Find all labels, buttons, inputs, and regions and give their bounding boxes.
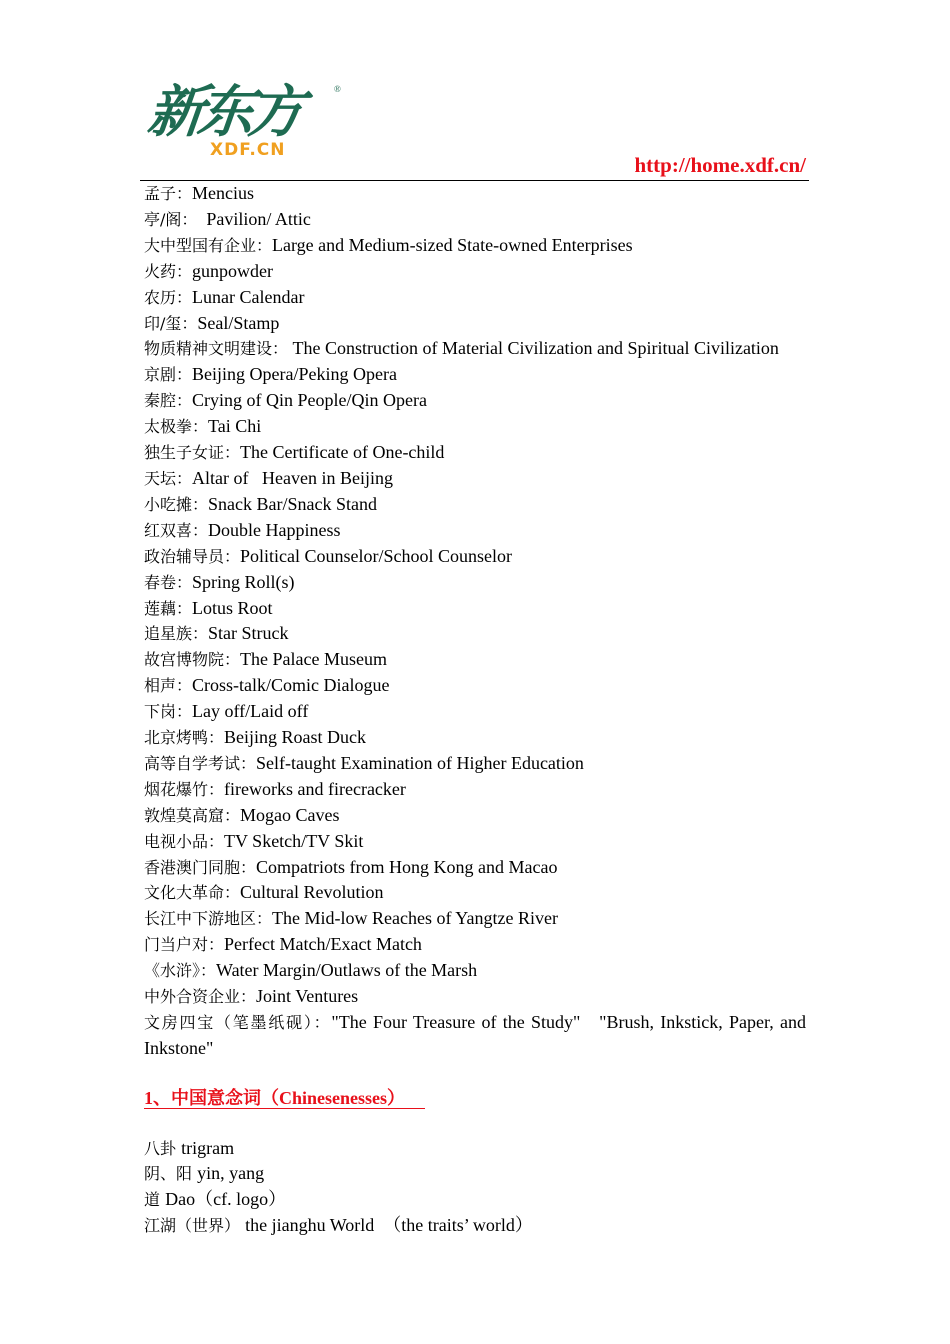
chinese-term: 香港澳门同胞：: [144, 857, 257, 877]
english-translation: Seal/Stamp: [197, 312, 280, 333]
english-translation: Snack Bar/Snack Stand: [208, 493, 377, 514]
chinese-term: 《水浒》：: [144, 961, 217, 981]
vocabulary-list: [144, 181, 811, 1061]
english-translation: Tai Chi: [208, 416, 262, 437]
vocabulary-entry: [144, 621, 806, 647]
logo-text: 新东方: [144, 80, 302, 145]
chinese-term: 大中型国有企业：: [144, 235, 273, 255]
chinese-term: 物质精神文明建设：: [144, 339, 289, 359]
chinese-term: 莲藕：: [144, 598, 193, 618]
chinese-term: 京剧：: [144, 365, 193, 385]
xdf-logo: [144, 80, 348, 162]
chinese-term: 门当户对：: [144, 935, 225, 955]
vocabulary-entry: [144, 777, 806, 803]
english-translation: the jianghu World （the traits’ world）: [245, 1215, 533, 1236]
english-translation: The Certificate of One-child: [240, 442, 445, 463]
vocabulary-entry: [144, 492, 806, 518]
header-url-link[interactable]: http://home.xdf.cn/: [634, 153, 806, 177]
english-translation: Cultural Revolution: [240, 882, 384, 903]
vocabulary-entry: [144, 207, 806, 233]
chinese-term: 电视小品：: [144, 831, 225, 851]
chinese-term: 江湖（世界）: [144, 1216, 246, 1236]
english-translation: The Palace Museum: [240, 649, 387, 670]
document-body: [144, 181, 811, 1239]
english-translation: Cross-talk/Comic Dialogue: [192, 675, 390, 696]
chinese-term: 农历：: [144, 287, 193, 307]
english-translation: Double Happiness: [208, 519, 341, 540]
vocabulary-entry: [144, 181, 806, 207]
vocabulary-entry: [144, 958, 806, 984]
vocabulary-entry: [144, 518, 806, 544]
chinese-term: 红双喜：: [144, 520, 209, 540]
english-translation: Pavilion/ Attic: [197, 208, 311, 229]
chinese-term: 敦煌莫高窟：: [144, 805, 241, 825]
chinese-term: 秦腔：: [144, 391, 193, 411]
vocabulary-entry: [144, 414, 806, 440]
chinese-term: 中外合资企业：: [144, 987, 257, 1007]
vocabulary-entry: [144, 829, 806, 855]
chinese-term: 追星族：: [144, 624, 209, 644]
english-translation: Beijing Roast Duck: [224, 727, 367, 748]
section-vocabulary-list: [144, 1136, 806, 1240]
vocabulary-entry: [144, 285, 806, 311]
english-translation: The Construction of Material Civilization and Spiritual Civilization: [288, 338, 779, 359]
chinese-term: 春卷：: [144, 572, 193, 592]
chinese-term: 天坛：: [144, 468, 193, 488]
vocabulary-entry: [144, 466, 806, 492]
vocabulary-entry: [144, 1010, 811, 1061]
chinese-term: 亭/阁：: [144, 209, 198, 229]
english-translation: TV Sketch/TV Skit: [224, 830, 364, 851]
chinese-term: 高等自学考试：: [144, 753, 257, 773]
chinese-term: 相声：: [144, 676, 193, 696]
vocabulary-entry: [144, 1187, 806, 1213]
english-translation: Mencius: [192, 183, 255, 203]
vocabulary-entry: [144, 647, 806, 673]
vocabulary-entry: [144, 233, 806, 259]
english-translation: Perfect Match/Exact Match: [224, 934, 422, 955]
chinese-term: 阴、阳: [144, 1164, 198, 1184]
vocabulary-entry: [144, 311, 806, 337]
english-translation: Water Margin/Outlaws of the Marsh: [216, 960, 478, 981]
vocabulary-entry: [144, 906, 806, 932]
english-translation: yin, yang: [197, 1163, 265, 1184]
english-translation: Spring Roll(s): [192, 571, 295, 592]
vocabulary-entry: [144, 855, 806, 881]
english-translation: Large and Medium-sized State-owned Enterprises: [272, 234, 633, 255]
vocabulary-entry: [144, 544, 806, 570]
english-translation: Joint Ventures: [256, 986, 359, 1007]
chinese-term: 下岗：: [144, 702, 193, 722]
vocabulary-entry: [144, 673, 806, 699]
english-translation: Lunar Calendar: [192, 286, 305, 307]
vocabulary-entry: [144, 440, 806, 466]
english-translation: Political Counselor/School Counselor: [240, 545, 513, 566]
chinese-term: 独生子女证：: [144, 443, 241, 463]
chinese-term: 孟子：: [144, 184, 193, 203]
vocabulary-entry: [144, 1161, 806, 1187]
chinese-term: 八卦: [144, 1138, 182, 1158]
chinese-term: 政治辅导员：: [144, 546, 241, 566]
chinese-term: 文化大革命：: [144, 883, 241, 903]
vocabulary-entry: [144, 699, 806, 725]
vocabulary-entry: [144, 984, 806, 1010]
chinese-term: 北京烤鸭：: [144, 728, 225, 748]
english-translation: Compatriots from Hong Kong and Macao: [256, 856, 558, 877]
english-translation: Beijing Opera/Peking Opera: [192, 364, 397, 385]
english-translation: trigram: [181, 1137, 235, 1158]
chinese-term: 长江中下游地区：: [144, 909, 273, 929]
english-translation: Dao（cf. logo）: [165, 1189, 287, 1210]
english-translation: Lotus Root: [192, 597, 273, 618]
chinese-term: 烟花爆竹：: [144, 779, 225, 799]
chinese-term: 道: [144, 1190, 166, 1210]
english-translation: The Mid-low Reaches of Yangtze River: [272, 908, 558, 929]
english-translation: gunpowder: [192, 260, 273, 281]
english-translation: fireworks and firecracker: [224, 778, 406, 799]
english-translation: Altar of Heaven in Beijing: [192, 467, 393, 488]
chinese-term: 小吃摊：: [144, 494, 209, 514]
english-translation: Crying of Qin People/Qin Opera: [192, 390, 427, 411]
english-translation: Star Struck: [208, 623, 289, 644]
chinese-term: 文房四宝（笔墨纸砚）：: [144, 1013, 332, 1032]
section-heading: [144, 1086, 806, 1111]
vocabulary-entry: [144, 596, 806, 622]
vocabulary-entry: [144, 336, 806, 362]
chinese-term: 火药：: [144, 261, 193, 281]
chinese-term: 印/玺：: [144, 313, 198, 333]
vocabulary-entry: [144, 751, 806, 777]
english-translation: Self-taught Examination of Higher Education: [256, 752, 584, 773]
logo-subtext: XDF.CN: [210, 140, 286, 160]
english-translation: Lay off/Laid off: [192, 701, 309, 722]
vocabulary-entry: [144, 803, 806, 829]
english-translation: "The Four Treasure of the Study" "Brush, Inkstick, Paper, and Inkstone": [144, 1012, 811, 1058]
chinese-term: 太极拳：: [144, 417, 209, 437]
vocabulary-entry: [144, 1136, 806, 1162]
vocabulary-entry: [144, 725, 806, 751]
chinese-term: 故宫博物院：: [144, 650, 241, 670]
registered-mark: ®: [334, 84, 341, 94]
vocabulary-entry: [144, 388, 806, 414]
vocabulary-entry: [144, 1213, 806, 1239]
vocabulary-entry: [144, 362, 806, 388]
vocabulary-entry: [144, 880, 806, 906]
english-translation: Mogao Caves: [240, 804, 340, 825]
vocabulary-entry: [144, 570, 806, 596]
vocabulary-entry: [144, 259, 806, 285]
section-title: 1、中国意念词（Chinesenesses）: [144, 1088, 425, 1109]
vocabulary-entry: [144, 932, 806, 958]
